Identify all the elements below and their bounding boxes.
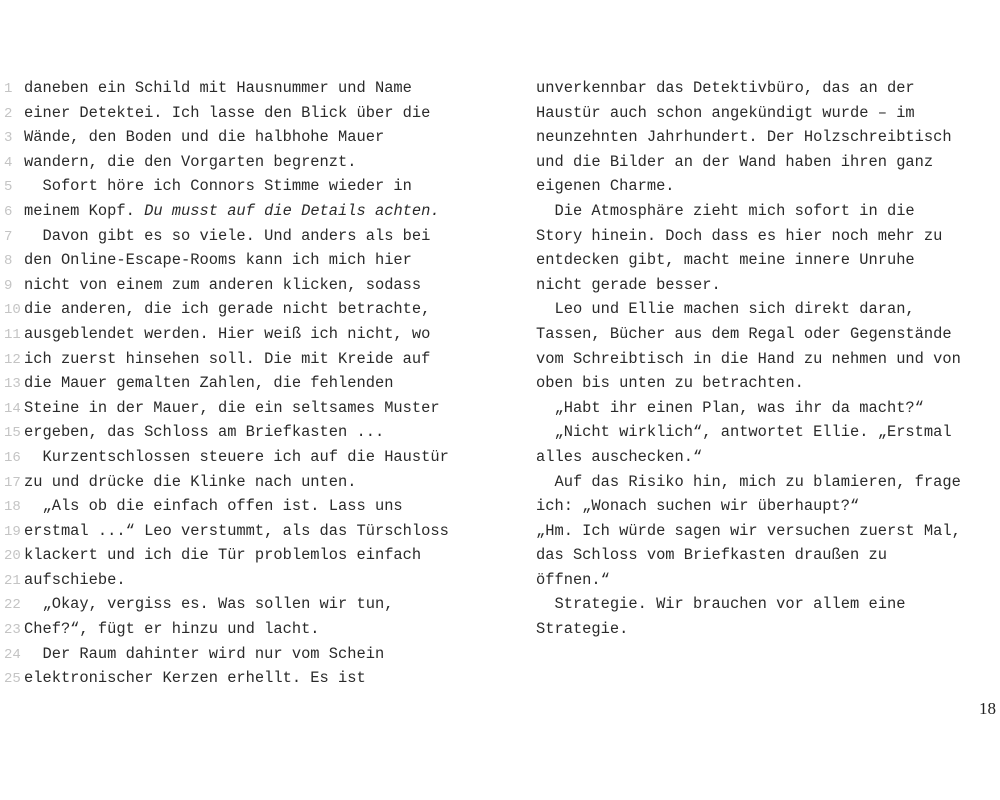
line-number: 4 bbox=[4, 154, 13, 171]
right-text-column bbox=[536, 76, 998, 642]
line-text: Auf das Risiko hin, mich zu blamieren, frage bbox=[536, 472, 961, 491]
line-number: 1 bbox=[4, 81, 13, 97]
line-text: „Habt ihr einen Plan, was ihr da macht?“ bbox=[536, 398, 924, 417]
line-text: unverkennbar das Detektivbüro, das an der bbox=[536, 79, 915, 97]
text-line bbox=[4, 396, 504, 421]
line-number: 10 bbox=[4, 302, 21, 319]
text-line bbox=[536, 445, 998, 470]
line-number: 14 bbox=[4, 400, 21, 417]
text-line bbox=[536, 125, 998, 150]
line-text: ich: „Wonach suchen wir überhaupt?“ bbox=[536, 497, 860, 516]
line-number: 7 bbox=[4, 228, 13, 245]
line-number: 20 bbox=[4, 548, 21, 565]
text-line bbox=[4, 445, 504, 470]
text-line bbox=[536, 297, 998, 322]
line-text: „Nicht wirklich“, antwortet Ellie. „Erstmal bbox=[536, 423, 952, 442]
line-text: entdecken gibt, macht meine innere Unruhe bbox=[536, 251, 915, 270]
text-line bbox=[536, 224, 998, 249]
line-text: Haustür auch schon angekündigt wurde – im bbox=[536, 103, 915, 122]
line-number: 25 bbox=[4, 671, 21, 688]
text-line bbox=[536, 420, 998, 445]
text-line bbox=[4, 248, 504, 273]
line-text: Wände, den Boden und die halbhohe Mauer bbox=[24, 128, 385, 147]
line-number: 17 bbox=[4, 474, 21, 491]
line-text: die Mauer gemalten Zahlen, die fehlenden bbox=[24, 374, 394, 393]
text-line bbox=[536, 592, 998, 617]
line-text: und die Bilder an der Wand haben ihren ganz bbox=[536, 152, 934, 171]
line-number: 5 bbox=[4, 179, 13, 196]
text-line bbox=[536, 371, 998, 396]
line-text: Sofort höre ich Connors Stimme wieder in bbox=[24, 177, 412, 196]
line-text: daneben ein Schild mit Hausnummer und Name bbox=[24, 79, 412, 97]
line-text: öffnen.“ bbox=[536, 570, 610, 589]
line-text: die anderen, die ich gerade nicht betrachte, bbox=[24, 300, 431, 319]
line-text: Strategie. Wir brauchen vor allem eine bbox=[536, 595, 906, 614]
line-number: 21 bbox=[4, 572, 21, 589]
line-text: nicht gerade besser. bbox=[536, 275, 721, 294]
text-line bbox=[4, 666, 504, 691]
line-text: aufschiebe. bbox=[24, 570, 126, 589]
line-text: das Schloss vom Briefkasten draußen zu bbox=[536, 546, 887, 565]
text-line bbox=[536, 174, 998, 199]
line-text: nicht von einem zum anderen klicken, sodass bbox=[24, 275, 422, 294]
line-number: 3 bbox=[4, 130, 13, 147]
line-number: 13 bbox=[4, 376, 21, 393]
text-line bbox=[536, 470, 998, 495]
line-text: ergeben, das Schloss am Briefkasten ... bbox=[24, 423, 385, 442]
line-text: Steine in der Mauer, die ein seltsames Muster bbox=[24, 398, 440, 417]
line-text: eigenen Charme. bbox=[536, 177, 675, 196]
text-line bbox=[536, 273, 998, 298]
line-text: zu und drücke die Klinke nach unten. bbox=[24, 472, 357, 491]
text-line bbox=[4, 347, 504, 372]
line-text: Davon gibt es so viele. Und anders als bei bbox=[24, 226, 431, 245]
text-line bbox=[536, 347, 998, 372]
text-line bbox=[4, 543, 504, 568]
line-text: „Als ob die einfach offen ist. Lass uns bbox=[24, 497, 403, 516]
left-text-column bbox=[4, 76, 504, 691]
text-line bbox=[4, 273, 504, 298]
line-number: 19 bbox=[4, 523, 21, 540]
text-line bbox=[4, 199, 504, 224]
text-line bbox=[536, 396, 998, 421]
text-line bbox=[4, 371, 504, 396]
line-text: Strategie. bbox=[536, 620, 629, 639]
line-number: 12 bbox=[4, 351, 21, 368]
line-number: 9 bbox=[4, 277, 13, 294]
text-line bbox=[4, 617, 504, 642]
text-line bbox=[4, 494, 504, 519]
line-text: den Online-Escape-Rooms kann ich mich hier bbox=[24, 251, 412, 270]
text-line bbox=[536, 101, 998, 126]
line-number: 11 bbox=[4, 326, 21, 343]
line-number: 8 bbox=[4, 253, 13, 270]
text-line bbox=[4, 101, 504, 126]
text-line bbox=[4, 470, 504, 495]
text-line bbox=[4, 174, 504, 199]
line-text: Tassen, Bücher aus dem Regal oder Gegenstände bbox=[536, 324, 952, 343]
line-text: Der Raum dahinter wird nur vom Schein bbox=[24, 644, 385, 663]
text-line bbox=[4, 568, 504, 593]
text-line bbox=[4, 322, 504, 347]
line-text: einer Detektei. Ich lasse den Blick über die bbox=[24, 103, 431, 122]
line-text: wandern, die den Vorgarten begrenzt. bbox=[24, 152, 357, 171]
line-text: klackert und ich die Tür problemlos einfach bbox=[24, 546, 422, 565]
line-text: Story hinein. Doch dass es hier noch mehr zu bbox=[536, 226, 943, 245]
line-number: 18 bbox=[4, 499, 21, 516]
text-line bbox=[536, 322, 998, 347]
line-text: erstmal ...“ Leo verstummt, als das Türschloss bbox=[24, 521, 449, 540]
line-text: neunzehnten Jahrhundert. Der Holzschreibtisch bbox=[536, 128, 952, 147]
text-line bbox=[536, 617, 998, 642]
text-line bbox=[4, 224, 504, 249]
text-line bbox=[536, 543, 998, 568]
line-text: meinem Kopf. bbox=[24, 201, 145, 220]
line-text: Chef?“, fügt er hinzu und lacht. bbox=[24, 620, 320, 639]
text-line bbox=[536, 519, 998, 544]
line-text: elektronischer Kerzen erhellt. Es ist bbox=[24, 669, 366, 688]
line-text: „Okay, vergiss es. Was sollen wir tun, bbox=[24, 595, 394, 614]
line-number: 15 bbox=[4, 425, 21, 442]
line-text: Kurzentschlossen steuere ich auf die Haustür bbox=[24, 447, 449, 466]
line-text: oben bis unten zu betrachten. bbox=[536, 374, 804, 393]
text-line bbox=[536, 248, 998, 273]
line-number: 22 bbox=[4, 597, 21, 614]
line-text: alles auschecken.“ bbox=[536, 447, 703, 466]
line-text: vom Schreibtisch in die Hand zu nehmen und von bbox=[536, 349, 961, 368]
line-number: 2 bbox=[4, 105, 13, 122]
text-line bbox=[536, 199, 998, 224]
line-number: 6 bbox=[4, 203, 13, 220]
line-number: 23 bbox=[4, 622, 21, 639]
line-text: ausgeblendet werden. Hier weiß ich nicht, wo bbox=[24, 324, 431, 343]
text-line bbox=[4, 592, 504, 617]
text-line bbox=[536, 568, 998, 593]
text-line bbox=[536, 494, 998, 519]
text-line bbox=[4, 519, 504, 544]
line-text: Leo und Ellie machen sich direkt daran, bbox=[536, 300, 915, 319]
line-number: 16 bbox=[4, 449, 21, 466]
text-line bbox=[4, 642, 504, 667]
line-text: „Hm. Ich würde sagen wir versuchen zuerst Mal, bbox=[536, 521, 961, 540]
text-line bbox=[4, 297, 504, 322]
line-number: 24 bbox=[4, 646, 21, 663]
text-line bbox=[4, 76, 504, 101]
page-number: 18 bbox=[979, 699, 996, 718]
text-line bbox=[536, 150, 998, 175]
line-text: ich zuerst hinsehen soll. Die mit Kreide auf bbox=[24, 349, 431, 368]
text-line bbox=[536, 76, 998, 101]
line-text: Die Atmosphäre zieht mich sofort in die bbox=[536, 201, 915, 220]
text-line bbox=[4, 420, 504, 445]
line-text-italic: Du musst auf die Details achten. bbox=[144, 201, 440, 220]
text-line bbox=[4, 125, 504, 150]
text-line bbox=[4, 150, 504, 175]
